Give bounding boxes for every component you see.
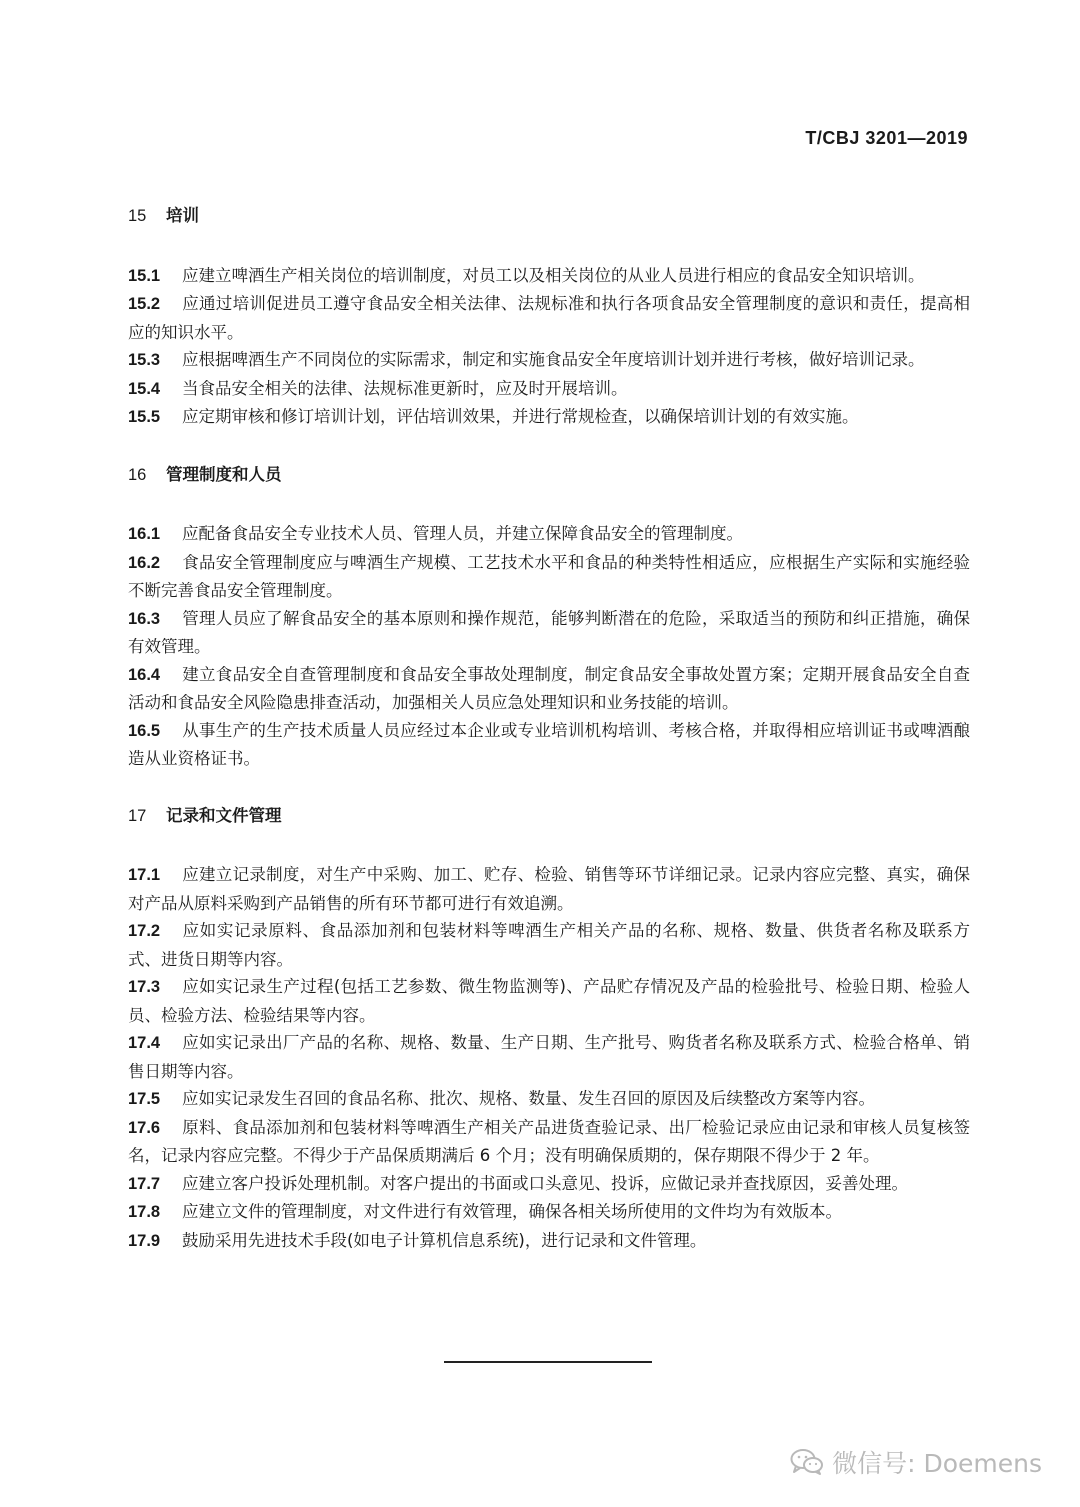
wechat-icon	[790, 1448, 824, 1476]
clause	[128, 1198, 970, 1227]
clause-text: 应根据啤酒生产不同岗位的实际需求，制定和实施食品安全年度培训计划并进行考核，做好培训记录。	[182, 350, 925, 369]
section-number: 17	[128, 806, 147, 825]
clause-text: 应建立客户投诉处理机制。对客户提出的书面或口头意见、投诉，应做记录并查找原因，妥善处理。	[182, 1173, 908, 1193]
clause	[128, 1085, 970, 1114]
section-title: 培训	[166, 206, 199, 225]
clause-number: 17.5	[128, 1090, 161, 1108]
clause-number: 16.5	[128, 721, 161, 740]
clause-text: 建立食品安全自查管理制度和食品安全事故处理制度，制定食品安全事故处置方案；定期开展食品安全自查活动和食品安全风险隐患排查活动，加强相关人员应急处理知识和业务技能的培训。	[128, 664, 970, 712]
section-title: 管理制度和人员	[166, 464, 282, 484]
clause-list	[128, 520, 970, 773]
clause-list	[128, 861, 970, 1255]
clause-text: 应如实记录发生召回的食品名称、批次、规格、数量、发生召回的原因及后续整改方案等内容。	[182, 1089, 875, 1108]
clause	[128, 549, 970, 605]
section-number: 16	[128, 465, 147, 484]
clause-number: 17.7	[128, 1174, 161, 1193]
clause-text: 应配备食品安全专业技术人员、管理人员，并建立保障食品安全的管理制度。	[182, 524, 743, 543]
clause	[128, 605, 970, 661]
standard-code: T/CBJ 3201—2019	[805, 128, 968, 148]
clause-text: 原料、食品添加剂和包装材料等啤酒生产相关产品进货查验记录、出厂检验记录应由记录和审核人员复核签名，记录内容应完整。不得少于产品保质期满后 6 个月；没有明确保质期的，保存期限不得少于 2 年。	[128, 1117, 970, 1165]
clause-number: 17.4	[128, 1034, 161, 1052]
clause-number: 16.4	[128, 665, 161, 684]
clause-text: 当食品安全相关的法律、法规标准更新时，应及时开展培训。	[182, 378, 628, 398]
clause	[128, 346, 970, 375]
clause-text: 管理人员应了解食品安全的基本原则和操作规范，能够判断潜在的危险，采取适当的预防和纠正措施，确保有效管理。	[128, 608, 970, 656]
clause-number: 17.8	[128, 1203, 161, 1221]
clause-text: 应如实记录出厂产品的名称、规格、数量、生产日期、生产批号、购货者名称及联系方式、检验合格单、销售日期等内容。	[128, 1033, 970, 1081]
clause-number: 17.1	[128, 866, 161, 884]
section-number: 15	[128, 207, 147, 225]
clause-text: 从事生产的生产技术质量人员应经过本企业或专业培训机构培训、考核合格，并取得相应培训证书或啤酒酿造从业资格证书。	[128, 720, 970, 768]
clause-number: 16.1	[128, 525, 161, 543]
document-body	[128, 202, 970, 1284]
clause	[128, 1170, 970, 1199]
wechat-watermark	[790, 1444, 1042, 1480]
clause-text: 食品安全管理制度应与啤酒生产规模、工艺技术水平和食品的种类特性相适应，应根据生产实际和实施经验不断完善食品安全管理制度。	[128, 552, 970, 600]
clause	[128, 520, 970, 549]
clause	[128, 717, 970, 773]
section-title: 记录和文件管理	[166, 805, 282, 825]
clause	[128, 1029, 970, 1085]
clause-text: 应如实记录原料、食品添加剂和包装材料等啤酒生产相关产品的名称、规格、数量、供货者名称及联系方式、进货日期等内容。	[128, 921, 970, 969]
clause	[128, 1114, 970, 1170]
clause-number: 15.1	[128, 266, 161, 285]
clause	[128, 290, 970, 346]
clause-number: 17.2	[128, 922, 161, 940]
clause-number: 15.4	[128, 379, 161, 398]
clause-text: 应建立文件的管理制度，对文件进行有效管理，确保各相关场所使用的文件均为有效版本。	[182, 1202, 842, 1221]
clause	[128, 262, 970, 291]
clause	[128, 917, 970, 973]
end-rule	[444, 1361, 652, 1363]
clause-number: 17.6	[128, 1118, 161, 1137]
clause-text: 应建立记录制度，对生产中采购、加工、贮存、检验、销售等环节详细记录。记录内容应完整、真实，确保对产品从原料采购到产品销售的所有环节都可进行有效追溯。	[128, 865, 970, 913]
clause	[128, 1227, 970, 1256]
clause-text: 应如实记录生产过程(包括工艺参数、微生物监测等)、产品贮存情况及产品的检验批号、检验日期、检验人员、检验方法、检验结果等内容。	[128, 977, 970, 1025]
clause-number: 15.2	[128, 295, 161, 313]
clause	[128, 375, 970, 404]
clause-number: 17.3	[128, 978, 161, 996]
clause-text: 应通过培训促进员工遵守食品安全相关法律、法规标准和执行各项食品安全管理制度的意识和责任，提高相应的知识水平。	[128, 294, 970, 342]
section-heading	[128, 461, 970, 490]
clause-number: 17.9	[128, 1231, 161, 1250]
section-heading	[128, 802, 970, 831]
watermark-text: 微信号: Doemens	[832, 1449, 1042, 1478]
section-heading	[128, 202, 970, 231]
clause	[128, 973, 970, 1029]
clause	[128, 661, 970, 717]
clause-number: 15.5	[128, 408, 161, 426]
clause-text: 应定期审核和修订培训计划，评估培训效果，并进行常规检查，以确保培训计划的有效实施。	[182, 407, 859, 426]
clause-number: 16.2	[128, 553, 161, 572]
clause-text: 鼓励采用先进技术手段(如电子计算机信息系统)，进行记录和文件管理。	[182, 1230, 707, 1250]
clause-number: 15.3	[128, 351, 161, 369]
clause-list	[128, 262, 970, 432]
clause-number: 16.3	[128, 609, 161, 628]
clause-text: 应建立啤酒生产相关岗位的培训制度，对员工以及相关岗位的从业人员进行相应的食品安全知识培训。	[182, 265, 925, 285]
clause	[128, 403, 970, 432]
clause	[128, 861, 970, 917]
